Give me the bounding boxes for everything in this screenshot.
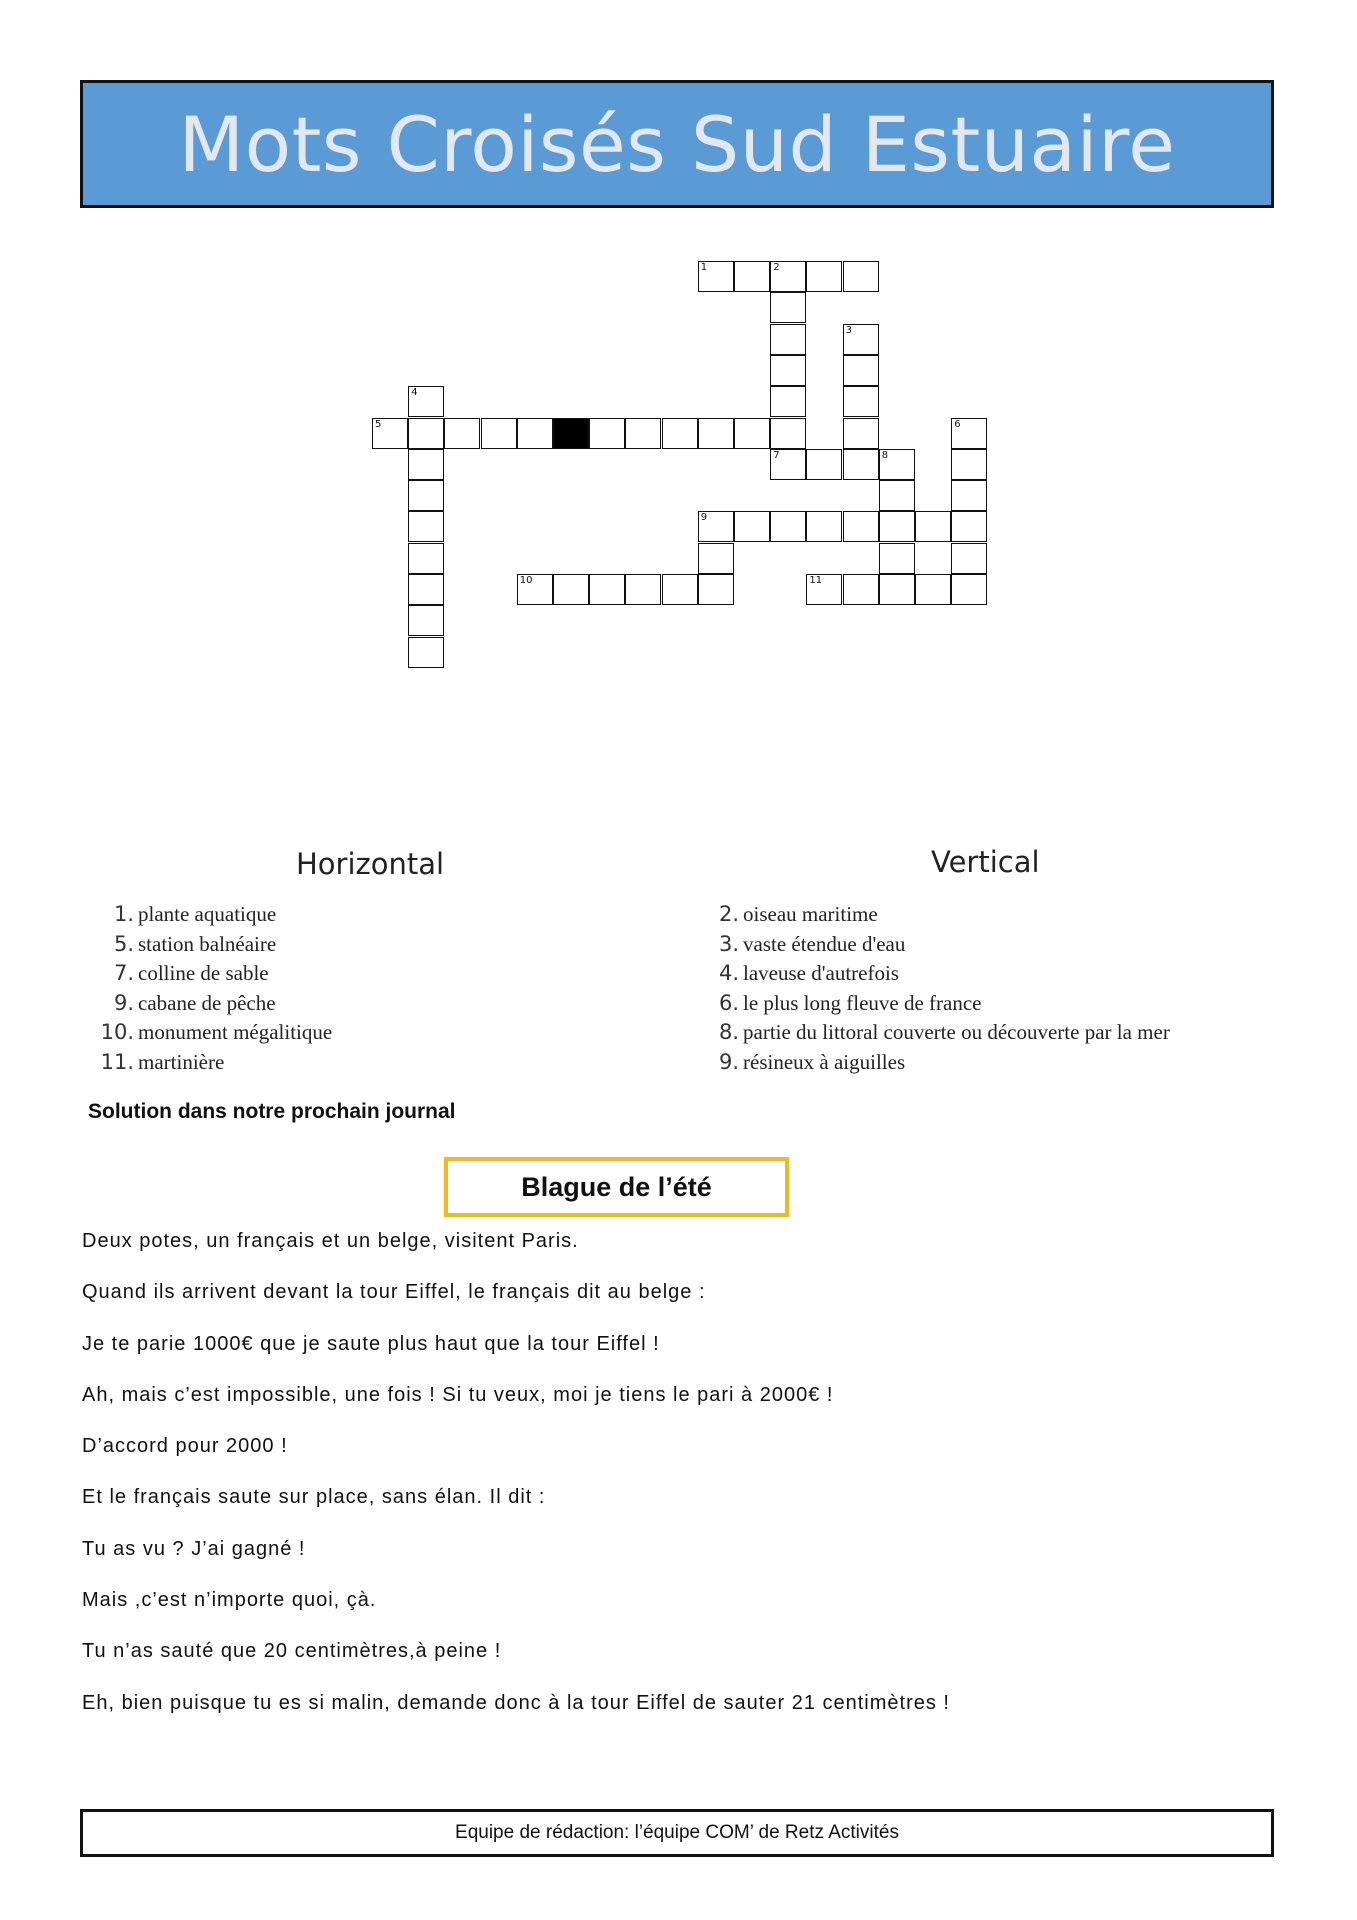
clue-number: 4: [411, 387, 418, 399]
footer-text: Equipe de rédaction: l’équipe COM’ de Retz Activités: [455, 1822, 899, 1843]
crossword-cell[interactable]: [625, 574, 661, 605]
joke-title-box: [444, 1157, 789, 1217]
vertical-clues: [701, 900, 1170, 1078]
crossword-cell[interactable]: [770, 418, 806, 449]
joke-line: D’accord pour 2000 !: [82, 1435, 288, 1458]
clue-number: 10: [519, 575, 533, 586]
crossword-cell[interactable]: [770, 386, 806, 417]
clue-item: 2. oiseau maritime: [718, 902, 878, 926]
crossword-cell[interactable]: [879, 574, 915, 605]
crossword-cell[interactable]: [879, 511, 915, 542]
joke-line: Deux potes, un français et un belge, visitent Paris.: [82, 1230, 579, 1252]
crossword-cell[interactable]: [879, 543, 915, 574]
crossword-cell[interactable]: [662, 574, 698, 605]
crossword-cell[interactable]: [806, 511, 842, 542]
crossword-cell[interactable]: [806, 261, 842, 292]
crossword-cell[interactable]: [662, 418, 698, 449]
crossword-cell[interactable]: [951, 543, 987, 574]
crossword-cell[interactable]: [770, 324, 806, 355]
clue-item: 9. cabane de pêche: [113, 990, 276, 1015]
crossword-cell[interactable]: [734, 261, 770, 292]
crossword-cell[interactable]: [951, 449, 987, 480]
crossword-cell[interactable]: [625, 418, 661, 449]
crossword-cell[interactable]: [408, 449, 444, 480]
joke-line: Ah, mais c’est impossible, une fois ! Si tu veux, moi je tiens le pari à 2000€ !: [82, 1383, 834, 1406]
crossword-cell[interactable]: [951, 511, 987, 542]
crossword-cell[interactable]: [698, 511, 734, 542]
joke-line: Quand ils arrivent devant la tour Eiffel, le français dit au belge :: [82, 1281, 706, 1304]
crossword-cell[interactable]: [915, 511, 951, 542]
crossword-cell[interactable]: [734, 418, 770, 449]
crossword-cell[interactable]: [879, 480, 915, 511]
crossword-cell[interactable]: [444, 418, 480, 449]
crossword-cell[interactable]: [408, 637, 444, 668]
joke-title: Blague de l’été: [521, 1171, 712, 1202]
crossword-cell[interactable]: [698, 261, 734, 292]
crossword-cell[interactable]: [408, 605, 444, 636]
joke-text: [82, 1226, 950, 1739]
crossword-cell[interactable]: [879, 449, 915, 480]
clue-item: 11. martinière: [100, 1049, 225, 1074]
crossword-cell[interactable]: [698, 418, 734, 449]
crossword-cell[interactable]: [770, 292, 806, 323]
crossword-cell[interactable]: [951, 574, 987, 605]
crossword-cell[interactable]: [843, 449, 879, 480]
clue-item: 9. résineux à aiguilles: [718, 1049, 906, 1074]
crossword-cell[interactable]: [843, 355, 879, 386]
crossword-cell[interactable]: [408, 574, 444, 605]
crossword-cell[interactable]: [408, 511, 444, 542]
clue-number: 9: [700, 512, 708, 524]
crossword-cell[interactable]: [843, 261, 879, 292]
crossword-cell[interactable]: [770, 449, 806, 480]
joke-line: Tu n’as sauté que 20 centimètres,à peine !: [82, 1640, 502, 1663]
crossword-cell[interactable]: [843, 574, 879, 605]
crossword-cell[interactable]: [806, 574, 842, 605]
crossword-cell[interactable]: [372, 418, 408, 449]
clue-item: 6. le plus long fleuve de france: [718, 990, 982, 1015]
crossword-cell[interactable]: [481, 418, 517, 449]
crossword-cell[interactable]: [589, 418, 625, 449]
crossword-cell[interactable]: [408, 543, 444, 574]
clue-item: 7. colline de sable: [113, 961, 269, 986]
crossword-cell[interactable]: [734, 511, 770, 542]
crossword-cell[interactable]: [698, 543, 734, 574]
crossword-cell[interactable]: [770, 355, 806, 386]
crossword-cell[interactable]: [915, 574, 951, 605]
clue-item: 8. partie du littoral couverte ou découverte par la mer: [718, 1020, 1170, 1045]
clue-item: 4. laveuse d'autrefois: [718, 961, 899, 986]
joke-line: Je te parie 1000€ que je saute plus haut que la tour Eiffel !: [82, 1332, 660, 1355]
crossword-cell[interactable]: [408, 480, 444, 511]
clue-number: 3: [845, 324, 852, 336]
footer: [80, 1809, 1274, 1857]
crossword-black-cell: [553, 418, 589, 449]
crossword-cell[interactable]: [843, 324, 879, 355]
crossword-cell[interactable]: [408, 386, 444, 417]
crossword-cell[interactable]: [843, 386, 879, 417]
joke-line: Mais ,c’est n’importe quoi, çà.: [82, 1589, 377, 1612]
crossword-cell[interactable]: [806, 449, 842, 480]
horizontal-heading: Horizontal: [296, 847, 445, 881]
crossword-grid: [0, 0, 1357, 760]
crossword-cell[interactable]: [589, 574, 625, 605]
clue-number: 1: [700, 262, 708, 273]
clue-item: 1. plante aquatique: [113, 902, 277, 926]
crossword-cell[interactable]: [843, 511, 879, 542]
joke-line: Eh, bien puisque tu es si malin, demande donc à la tour Eiffel de sauter 21 centimètres !: [82, 1691, 950, 1714]
clue-item: 5. station balnéaire: [113, 931, 277, 956]
clue-item: 10. monument mégalitique: [100, 1020, 333, 1045]
clue-number: 11: [809, 575, 823, 586]
clue-number: 2: [773, 262, 780, 273]
crossword-cell[interactable]: [698, 574, 734, 605]
page-title: Mots Croisés Sud Estuaire: [178, 99, 1176, 189]
crossword-cell[interactable]: [770, 511, 806, 542]
crossword-cell[interactable]: [770, 261, 806, 292]
solution-note: Solution dans notre prochain journal: [88, 1100, 456, 1123]
crossword-cell[interactable]: [517, 418, 553, 449]
crossword-cell[interactable]: [951, 480, 987, 511]
horizontal-clues: [96, 900, 332, 1078]
clue-number: 6: [954, 418, 961, 430]
joke-line: Tu as vu ? J’ai gagné !: [82, 1537, 306, 1560]
crossword-cell[interactable]: [553, 574, 589, 605]
crossword-cell[interactable]: [408, 418, 444, 449]
vertical-heading: Vertical: [931, 845, 1040, 879]
clue-number: 7: [773, 449, 780, 461]
clue-number: 8: [881, 449, 889, 461]
joke-line: Et le français saute sur place, sans élan. Il dit :: [82, 1486, 546, 1509]
crossword-cell[interactable]: [951, 418, 987, 449]
crossword-cell[interactable]: [517, 574, 553, 605]
clue-item: 3. vaste étendue d'eau: [718, 931, 906, 956]
crossword-cell[interactable]: [843, 418, 879, 449]
clue-number: 5: [375, 418, 382, 430]
